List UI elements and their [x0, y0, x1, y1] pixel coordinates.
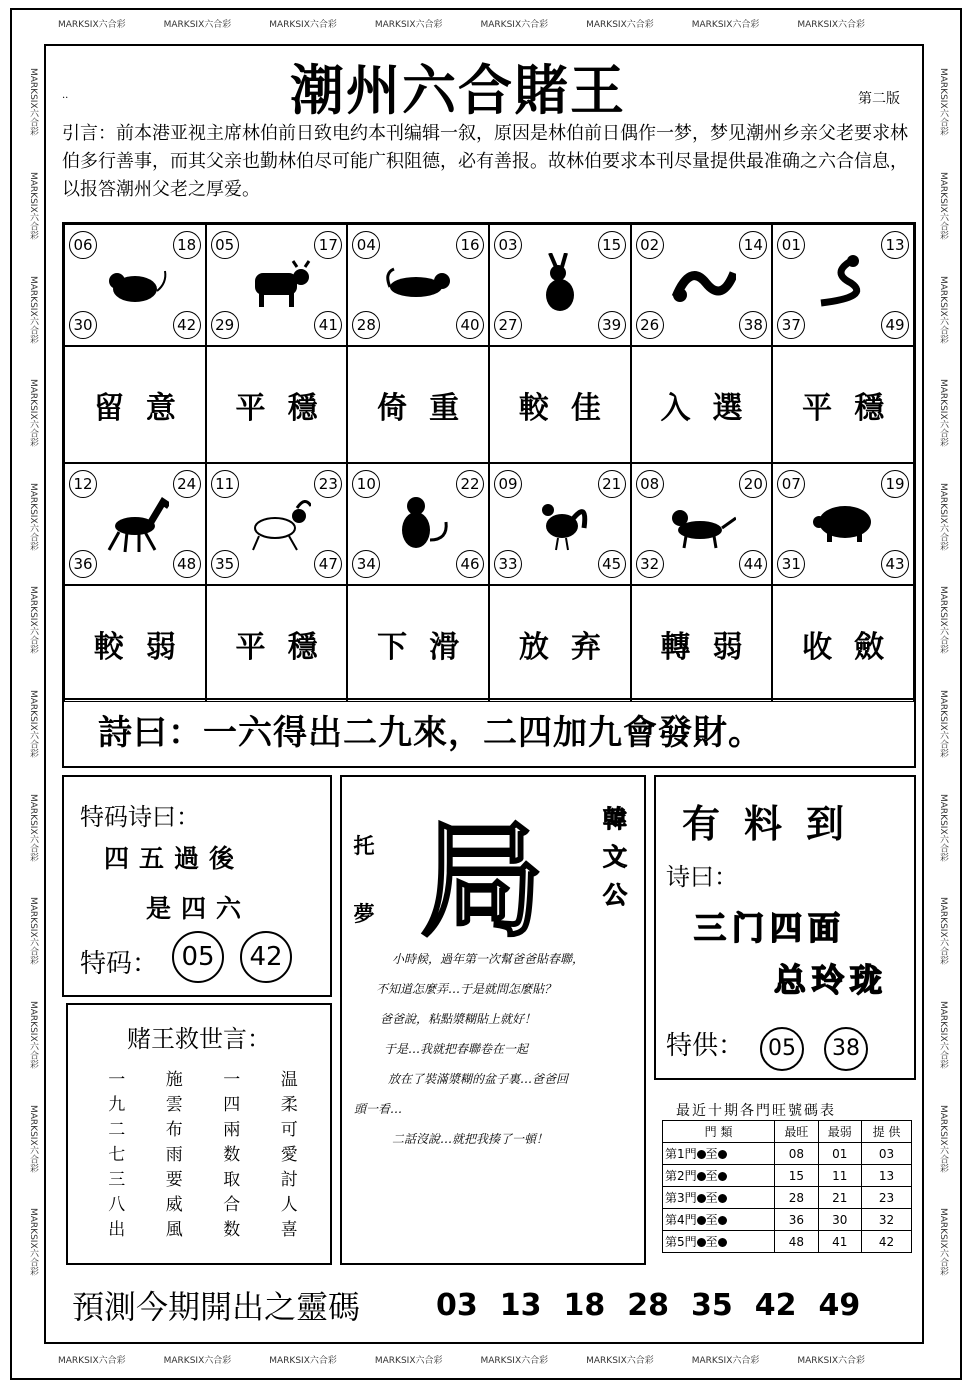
verdict-cell: 平穩 [206, 346, 348, 463]
cold-cell: 30 [818, 1209, 861, 1231]
hot-cell: 48 [775, 1231, 818, 1253]
zodiac-cell [64, 463, 206, 585]
border-text: MARKSIX六合彩 [480, 20, 549, 30]
border-text: MARKSIX六合彩 [374, 20, 443, 30]
offer-cell: 23 [861, 1187, 911, 1209]
border-text: MARKSIX六合彩 [374, 1356, 443, 1366]
number-ball: 37 [777, 311, 805, 339]
table-row [663, 1187, 912, 1209]
number-ball: 27 [494, 311, 522, 339]
prediction-code: 28 [627, 1288, 669, 1323]
hot-cell: 28 [775, 1187, 818, 1209]
saying-char: 数 [223, 1220, 241, 1240]
supply-label: 特供： [666, 1031, 745, 1061]
horse-icon [103, 492, 169, 554]
door-cell: 第2門 至 [663, 1165, 775, 1187]
border-strip-right [932, 40, 950, 1340]
youliao-box [654, 775, 916, 1080]
number-ball: 03 [494, 231, 522, 259]
border-text: MARKSIX六合彩 [586, 1356, 654, 1366]
border-text: MARKSIX六合彩 [938, 482, 948, 551]
hot-cell: 15 [775, 1165, 818, 1187]
number-ball: 04 [352, 231, 380, 259]
special-code-poem-box [62, 775, 332, 997]
border-text: MARKSIX六合彩 [691, 1356, 760, 1366]
youliao-heading: 有料到 [682, 802, 869, 846]
number-ball: 35 [211, 550, 239, 578]
stats-table-title: 最近十期各門旺號碼表 [676, 1103, 836, 1119]
youliao-line-2: 总玲珑 [774, 961, 889, 999]
border-text: MARKSIX六合彩 [938, 793, 948, 862]
border-text: MARKSIX六合彩 [797, 1356, 865, 1366]
border-text: MARKSIX六合彩 [163, 1356, 232, 1366]
rat-icon [103, 253, 169, 315]
border-text: MARKSIX六合彩 [163, 20, 232, 30]
prediction-code: 35 [691, 1288, 733, 1323]
main-poem: 詩曰：一六得出二九來，二四加九會發財。 [62, 700, 916, 768]
border-text: MARKSIX六合彩 [938, 1104, 948, 1173]
zodiac-grid [62, 222, 916, 700]
saying-char: 七 [108, 1145, 126, 1165]
verdict-cell: 平穩 [206, 585, 348, 702]
cold-cell: 01 [818, 1143, 861, 1165]
special-poem-line-1: 四五過後 [104, 844, 245, 873]
verdict-cell: 倚重 [347, 346, 489, 463]
offer-cell: 13 [861, 1165, 911, 1187]
border-text: MARKSIX六合彩 [938, 1208, 948, 1276]
number-ball: 41 [314, 311, 342, 339]
offer-cell: 03 [861, 1143, 911, 1165]
hot-cell: 08 [775, 1143, 818, 1165]
border-text: MARKSIX六合彩 [58, 1356, 126, 1366]
number-ball: 07 [777, 470, 805, 498]
border-text: MARKSIX六合彩 [28, 482, 38, 551]
table-row [663, 1231, 912, 1253]
intro-text: 引言：前本港亚视主席林伯前日致电约本刊编辑一叙，原因是林伯前日偶作一梦，梦见潮州乡亲父老要求林伯多行善事，而其父亲也勤林伯尽可能广积阻德，必有善报。故林伯要求本刊尽量提供最准确之六合信息，以报答潮州父老之厚爱。 [62, 123, 908, 200]
border-text: MARKSIX六合彩 [28, 690, 38, 758]
number-ball: 14 [739, 231, 767, 259]
border-text: MARKSIX六合彩 [938, 1000, 948, 1069]
special-code-ball: 05 [172, 931, 224, 983]
verdict-cell: 放弃 [489, 585, 631, 702]
han-char: 韓 [603, 805, 627, 833]
table-row [663, 1209, 912, 1231]
border-strip-bottom [58, 1352, 926, 1370]
border-strip-top [58, 16, 926, 34]
saying-char: 風 [165, 1220, 183, 1240]
saying-char: 取 [223, 1170, 241, 1190]
special-code-ball: 42 [240, 931, 292, 983]
saying-char: 討 [280, 1170, 298, 1190]
verdict-cell: 下滑 [347, 585, 489, 702]
number-ball: 26 [636, 311, 664, 339]
number-ball: 40 [456, 311, 484, 339]
saying-char: 雨 [165, 1145, 183, 1165]
border-text: MARKSIX六合彩 [28, 1208, 38, 1276]
zodiac-cell [631, 463, 773, 585]
number-ball: 29 [211, 311, 239, 339]
zodiac-cell [64, 224, 206, 346]
door-cell: 第5門 至 [663, 1231, 775, 1253]
cold-cell: 11 [818, 1165, 861, 1187]
border-text: MARKSIX六合彩 [938, 690, 948, 758]
saying-char: 一 [108, 1070, 126, 1090]
verdict-cell: 入選 [631, 346, 773, 463]
saying-char: 要 [165, 1170, 183, 1190]
border-text: MARKSIX六合彩 [28, 68, 38, 136]
dragon-icon [670, 253, 736, 315]
offer-cell: 42 [861, 1231, 911, 1253]
zodiac-cell [206, 463, 348, 585]
border-text: MARKSIX六合彩 [797, 20, 865, 30]
number-ball: 22 [456, 470, 484, 498]
border-text: MARKSIX六合彩 [480, 1356, 549, 1366]
dream-char: 托 [353, 834, 375, 858]
zodiac-cell [489, 224, 631, 346]
supply-ball: 05 [760, 1027, 804, 1071]
dots-mark: .. [62, 90, 69, 101]
number-ball: 16 [456, 231, 484, 259]
number-ball: 46 [456, 550, 484, 578]
border-text: MARKSIX六合彩 [586, 20, 654, 30]
border-text: MARKSIX六合彩 [28, 897, 38, 965]
number-ball: 28 [352, 311, 380, 339]
number-ball: 01 [777, 231, 805, 259]
border-text: MARKSIX六合彩 [938, 379, 948, 447]
number-ball: 20 [739, 470, 767, 498]
number-ball: 42 [173, 311, 201, 339]
number-ball: 10 [352, 470, 380, 498]
number-ball: 48 [173, 550, 201, 578]
border-text: MARKSIX六合彩 [28, 1104, 38, 1173]
edition-label: 第二版 [858, 91, 900, 107]
border-text: MARKSIX六合彩 [28, 379, 38, 447]
story-line: 頭一看… [354, 1102, 403, 1116]
big-character: 局 [420, 810, 545, 954]
number-ball: 17 [314, 231, 342, 259]
saying-char: 威 [165, 1195, 183, 1215]
saying-char: 数 [223, 1145, 241, 1165]
number-ball: 18 [173, 231, 201, 259]
saying-char: 喜 [280, 1220, 298, 1240]
border-text: MARKSIX六合彩 [28, 275, 38, 344]
saying-heading: 赌王救世言： [127, 1025, 271, 1053]
goat-icon [245, 492, 311, 554]
border-text: MARKSIX六合彩 [938, 275, 948, 344]
han-char: 文 [603, 843, 627, 871]
special-poem-line-2: 是四六 [146, 894, 252, 923]
han-wengong-label [600, 800, 630, 914]
han-char: 公 [603, 881, 627, 909]
ox-icon [245, 253, 311, 315]
saying-char: 施 [165, 1070, 183, 1090]
monkey-icon [386, 492, 452, 554]
saying-char: 三 [108, 1170, 126, 1190]
border-text: MARKSIX六合彩 [938, 897, 948, 965]
number-ball: 21 [598, 470, 626, 498]
verdict-cell: 留意 [64, 346, 206, 463]
saying-char: 柔 [280, 1095, 298, 1115]
number-ball: 49 [881, 311, 909, 339]
story-line: 不知道怎麼弄…于是就問怎麼貼？ [376, 982, 557, 996]
rooster-icon [528, 492, 594, 554]
border-text: MARKSIX六合彩 [28, 1000, 38, 1069]
saying-char: 出 [108, 1220, 126, 1240]
cold-cell: 21 [818, 1187, 861, 1209]
prediction-label: 預測今期開出之靈碼 [72, 1288, 361, 1326]
saying-char: 可 [280, 1120, 298, 1140]
saying-char: 雲 [165, 1095, 183, 1115]
zodiac-cell [347, 224, 489, 346]
saying-char: 一 [223, 1070, 241, 1090]
zodiac-cell [489, 463, 631, 585]
prediction-codes [436, 1288, 882, 1323]
door-stats-table [662, 1120, 912, 1253]
saying-char: 合 [223, 1195, 241, 1215]
snake-icon [811, 253, 877, 315]
number-ball: 34 [352, 550, 380, 578]
story-line: 放在了裝滿漿糊的盆子裏…爸爸回 [388, 1072, 569, 1086]
border-text: MARKSIX六合彩 [28, 586, 38, 654]
number-ball: 12 [69, 470, 97, 498]
border-text: MARKSIX六合彩 [28, 171, 38, 240]
number-ball: 44 [739, 550, 767, 578]
header-hot: 最旺 [775, 1121, 818, 1143]
prediction-code: 13 [499, 1288, 542, 1323]
youliao-label: 诗曰： [666, 863, 738, 891]
youliao-line-1: 三门四面 [694, 909, 847, 947]
number-ball: 33 [494, 550, 522, 578]
prediction-code: 49 [818, 1288, 861, 1323]
number-ball: 31 [777, 550, 805, 578]
border-text: MARKSIX六合彩 [269, 20, 337, 30]
header-offer: 提 供 [861, 1121, 911, 1143]
border-text: MARKSIX六合彩 [269, 1356, 337, 1366]
saying-grid [88, 1065, 318, 1240]
number-ball: 06 [69, 231, 97, 259]
story-line: 小時候，過年第一次幫爸爸貼春聯， [392, 952, 585, 966]
number-ball: 43 [881, 550, 909, 578]
dog-icon [670, 492, 736, 554]
number-ball: 38 [739, 311, 767, 339]
border-text: MARKSIX六合彩 [58, 20, 126, 30]
border-text: MARKSIX六合彩 [691, 20, 760, 30]
number-ball: 09 [494, 470, 522, 498]
page-title: 潮州六合賭王 [290, 58, 626, 122]
number-ball: 47 [314, 550, 342, 578]
number-ball: 24 [173, 470, 201, 498]
header-door: 門 類 [663, 1121, 775, 1143]
header-cold: 最弱 [818, 1121, 861, 1143]
door-cell: 第4門 至 [663, 1209, 775, 1231]
story-text [354, 944, 644, 1154]
zodiac-cell [772, 463, 914, 585]
story-line: 爸爸說，粘點漿糊貼上就好！ [380, 1012, 537, 1026]
verdict-cell: 轉弱 [631, 585, 773, 702]
number-ball: 30 [69, 311, 97, 339]
offer-cell: 32 [861, 1209, 911, 1231]
door-cell: 第1門 至 [663, 1143, 775, 1165]
border-text: MARKSIX六合彩 [938, 68, 948, 136]
zodiac-cell [772, 224, 914, 346]
tiger-icon [386, 253, 452, 315]
saying-char: 兩 [223, 1120, 241, 1140]
door-cell: 第3門 至 [663, 1187, 775, 1209]
special-code-label: 特码： [80, 949, 159, 979]
saying-char: 人 [280, 1195, 298, 1215]
rabbit-icon [528, 253, 594, 315]
number-ball: 36 [69, 550, 97, 578]
number-ball: 05 [211, 231, 239, 259]
border-text: MARKSIX六合彩 [938, 171, 948, 240]
verdict-cell: 較弱 [64, 585, 206, 702]
number-ball: 39 [598, 311, 626, 339]
story-line: 于是…我就把春聯卷在一起 [384, 1042, 529, 1056]
prediction-code: 03 [436, 1288, 478, 1323]
verdict-cell: 平穩 [772, 346, 914, 463]
saying-char: 九 [108, 1095, 126, 1115]
table-row [663, 1143, 912, 1165]
number-ball: 19 [881, 470, 909, 498]
verdict-cell: 收斂 [772, 585, 914, 702]
hot-cell: 36 [775, 1209, 818, 1231]
dream-label [352, 812, 376, 948]
table-header-row [663, 1121, 912, 1143]
zodiac-cell [631, 224, 773, 346]
table-row [663, 1165, 912, 1187]
border-text: MARKSIX六合彩 [938, 586, 948, 654]
saying-char: 愛 [280, 1145, 298, 1165]
number-ball: 08 [636, 470, 664, 498]
prediction-code: 18 [563, 1288, 606, 1323]
verdict-cell: 較佳 [489, 346, 631, 463]
dream-char: 夢 [353, 902, 375, 926]
saying-char: 温 [280, 1070, 298, 1090]
number-ball: 15 [598, 231, 626, 259]
story-line: 二話沒說…就把我揍了一頓！ [392, 1132, 549, 1146]
number-ball: 11 [211, 470, 239, 498]
number-ball: 02 [636, 231, 664, 259]
cold-cell: 41 [818, 1231, 861, 1253]
number-ball: 23 [314, 470, 342, 498]
gambler-king-saying-box [66, 1003, 332, 1265]
zodiac-cell [347, 463, 489, 585]
saying-char: 二 [108, 1120, 126, 1140]
number-ball: 13 [881, 231, 909, 259]
saying-char: 四 [223, 1095, 241, 1115]
number-ball: 45 [598, 550, 626, 578]
pig-icon [811, 492, 877, 554]
number-ball: 32 [636, 550, 664, 578]
border-strip-left [22, 40, 40, 1340]
supply-ball: 38 [824, 1027, 868, 1071]
zodiac-cell [206, 224, 348, 346]
prediction-code: 42 [754, 1288, 797, 1323]
saying-char: 布 [165, 1120, 183, 1140]
saying-char: 八 [108, 1195, 126, 1215]
border-text: MARKSIX六合彩 [28, 793, 38, 862]
special-poem-heading: 特码诗曰： [80, 803, 200, 831]
